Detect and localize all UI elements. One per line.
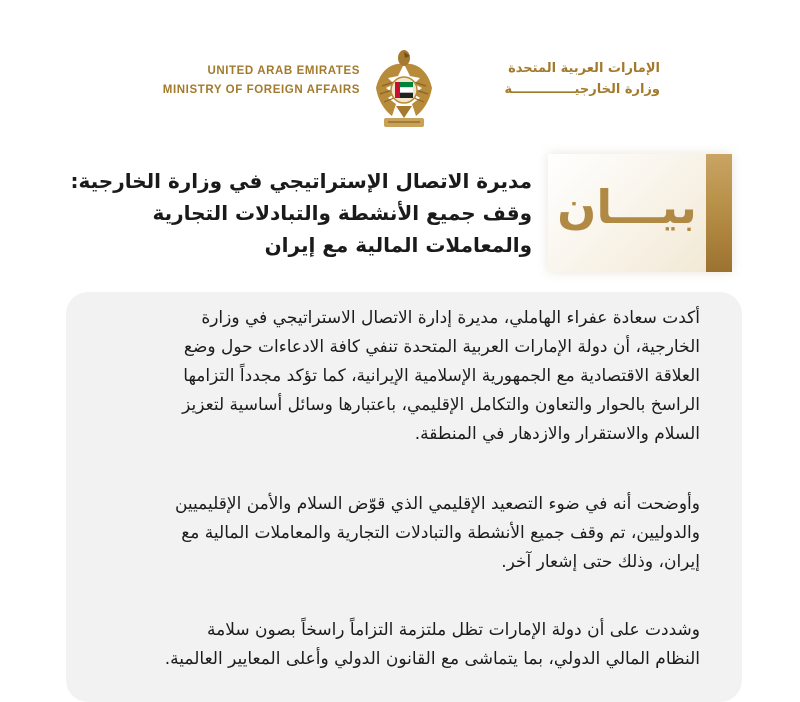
falcon-emblem-icon — [374, 44, 434, 132]
ministry-title-english: MINISTRY OF FOREIGN AFFAIRS — [162, 84, 360, 96]
country-name-arabic: الإمارات العربية المتحدة — [508, 61, 660, 76]
paragraph-line: الخارجية، أن دولة الإمارات العربية المتحدة تنفي كافة الادعاءات حول وضع — [183, 337, 700, 357]
paragraph-1 — [96, 304, 700, 449]
title-line: وقف جميع الأنشطة والتبادلات التجارية — [152, 201, 532, 225]
paragraph-3 — [96, 616, 700, 674]
paragraph-line: العلاقة الاقتصادية مع الجمهورية الإسلامية الإيرانية، كما تؤكد مجدداً التزامها — [183, 366, 700, 386]
badge-accent-bar — [706, 154, 732, 272]
letterhead — [0, 0, 800, 140]
country-name-english: UNITED ARAB EMIRATES — [207, 65, 360, 77]
title-line: مديرة الاتصال الإستراتيجي في وزارة الخارجية: — [70, 169, 532, 193]
paragraph-2 — [96, 490, 700, 577]
statement-title — [70, 165, 532, 261]
paragraph-line: النظام المالي الدولي، بما يتماشى مع القانون الدولي وأعلى المعايير العالمية. — [164, 649, 700, 669]
ministry-name-english — [130, 62, 360, 100]
paragraph-line: وشددت على أن دولة الإمارات تظل ملتزمة التزاماً راسخاً بصون سلامة — [207, 620, 700, 640]
paragraph-line: أكدت سعادة عفراء الهاملي، مديرة إدارة الاتصال الاستراتيجي في وزارة — [201, 308, 700, 328]
title-line: والمعاملات المالية مع إيران — [264, 233, 532, 257]
paragraph-line: إيران، وذلك حتى إشعار آخر. — [501, 552, 700, 572]
paragraph-line: الراسخ بالحوار والتعاون والتكامل الإقليمي، باعتبارها وسائل أساسية لتعزيز — [182, 395, 700, 415]
ministry-title-arabic: وزارة الخارجيــــــــــــــة — [504, 82, 660, 97]
paragraph-line: السلام والاستقرار والازدهار في المنطقة. — [414, 424, 700, 444]
paragraph-line: والدوليين، تم وقف جميع الأنشطة والتبادلات التجارية والمعاملات المالية مع — [181, 523, 700, 543]
statement-label: بيـــان — [557, 180, 697, 234]
ministry-name-arabic — [440, 58, 660, 100]
statement-badge — [548, 154, 732, 272]
paragraph-line: وأوضحت أنه في ضوء التصعيد الإقليمي الذي قوّض السلام والأمن الإقليميين — [174, 494, 700, 514]
